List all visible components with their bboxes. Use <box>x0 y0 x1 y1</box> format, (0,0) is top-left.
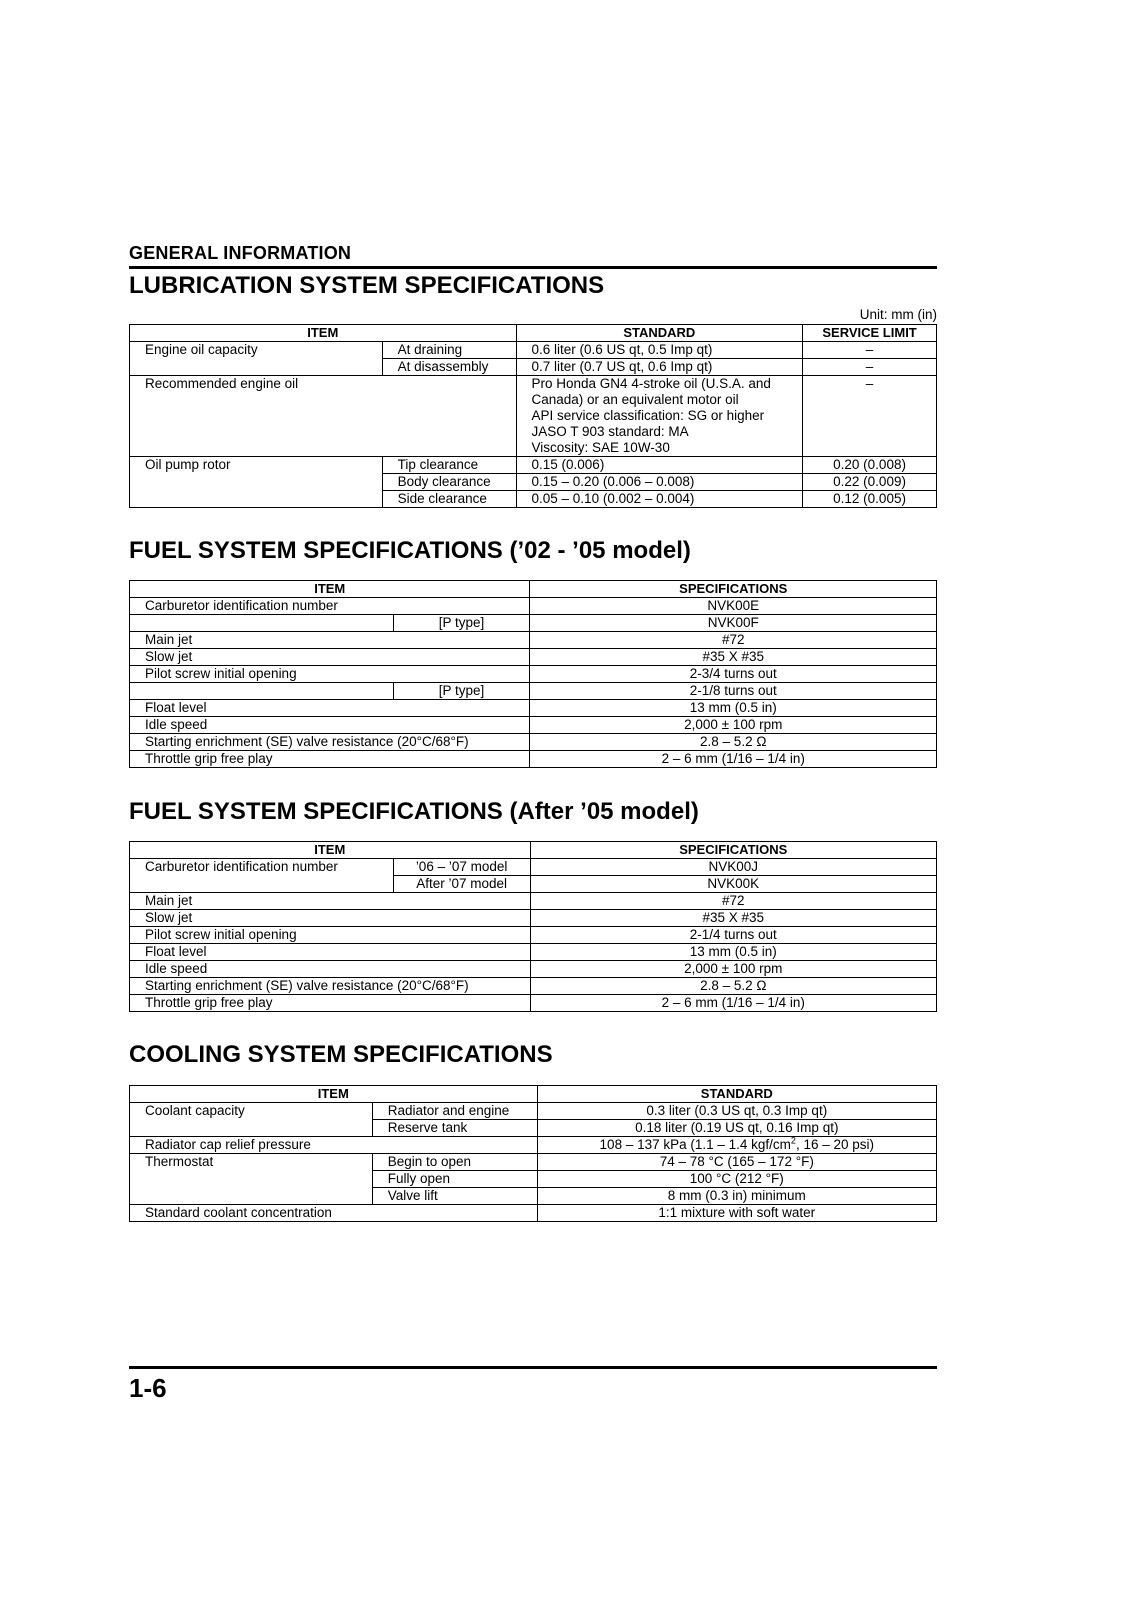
table-row <box>130 649 937 666</box>
col-service-limit: SERVICE LIMIT <box>803 325 937 342</box>
standard-line: JASO T 903 standard: MA <box>531 424 689 439</box>
item-cell: Float level <box>130 944 531 961</box>
standard-cell: 0.6 liter (0.6 US qt, 0.5 Imp qt) <box>516 342 803 359</box>
item-cell: Slow jet <box>130 649 530 666</box>
table-row <box>130 1103 937 1120</box>
item-cell: Carburetor identification number <box>130 859 394 893</box>
standard-cell <box>516 376 803 457</box>
standard-cell: 0.15 (0.006) <box>516 457 803 474</box>
standard-cell: 0.3 liter (0.3 US qt, 0.3 Imp qt) <box>537 1103 936 1120</box>
item-cell: Engine oil capacity <box>130 342 383 376</box>
col-item: ITEM <box>130 581 530 598</box>
item-cell: Standard coolant concentration <box>130 1205 538 1222</box>
fuel1-table <box>129 580 937 768</box>
item-cell: Coolant capacity <box>130 1103 373 1137</box>
col-item: ITEM <box>130 1086 538 1103</box>
limit-cell: 0.22 (0.009) <box>803 474 937 491</box>
unit-note: Unit: mm (in) <box>859 307 937 322</box>
table-row <box>130 615 937 632</box>
limit-cell: – <box>803 359 937 376</box>
table-row <box>130 632 937 649</box>
spec-cell: #35 X #35 <box>530 649 937 666</box>
standard-cell: 8 mm (0.3 in) minimum <box>537 1188 936 1205</box>
subitem-cell: [P type] <box>393 683 530 700</box>
col-item: ITEM <box>130 325 517 342</box>
table-row <box>130 683 937 700</box>
standard-cell: 0.18 liter (0.19 US qt, 0.16 Imp qt) <box>537 1120 936 1137</box>
subitem-cell: Body clearance <box>382 474 516 491</box>
subitem-cell: At disassembly <box>382 359 516 376</box>
subitem-cell: At draining <box>382 342 516 359</box>
limit-cell: – <box>803 376 937 457</box>
subitem-cell: Valve lift <box>372 1188 537 1205</box>
spec-cell: 13 mm (0.5 in) <box>530 700 937 717</box>
table-row <box>130 893 937 910</box>
standard-cell: 1:1 mixture with soft water <box>537 1205 936 1222</box>
subitem-cell: Begin to open <box>372 1154 537 1171</box>
lubrication-title: LUBRICATION SYSTEM SPECIFICATIONS <box>129 272 605 299</box>
cap-value-superscript: 2 <box>790 1135 796 1146</box>
table-row <box>130 910 937 927</box>
item-cell: Pilot screw initial opening <box>130 666 530 683</box>
spec-cell: 13 mm (0.5 in) <box>530 944 936 961</box>
table-row <box>130 598 937 615</box>
subitem-cell: ’06 – ’07 model <box>393 859 530 876</box>
fuel1-title: FUEL SYSTEM SPECIFICATIONS (’02 - ’05 model) <box>129 537 691 564</box>
cap-value-a: 108 – 137 kPa (1.1 – 1.4 kgf/cm <box>599 1137 791 1152</box>
standard-line: Pro Honda GN4 4-stroke oil (U.S.A. and <box>531 376 771 391</box>
item-cell: Pilot screw initial opening <box>130 927 531 944</box>
fuel2-title: FUEL SYSTEM SPECIFICATIONS (After ’05 model) <box>129 798 699 825</box>
table-row <box>130 1205 937 1222</box>
table-row <box>130 961 937 978</box>
table-row <box>130 717 937 734</box>
spec-cell: 2-1/8 turns out <box>530 683 937 700</box>
standard-line: API service classification: SG or higher <box>531 408 765 423</box>
table-row <box>130 751 937 768</box>
subitem-cell: Fully open <box>372 1171 537 1188</box>
spec-cell: #35 X #35 <box>530 910 936 927</box>
standard-cell: 0.7 liter (0.7 US qt, 0.6 Imp qt) <box>516 359 803 376</box>
col-item: ITEM <box>130 842 531 859</box>
spec-cell: #72 <box>530 893 936 910</box>
footer-rule <box>129 1366 937 1369</box>
blank-cell <box>130 683 394 700</box>
spec-cell: #72 <box>530 632 937 649</box>
spec-cell: 2 – 6 mm (1/16 – 1/4 in) <box>530 995 936 1012</box>
subitem-cell: Radiator and engine <box>372 1103 537 1120</box>
lubrication-table <box>129 324 937 508</box>
cooling-title: COOLING SYSTEM SPECIFICATIONS <box>129 1041 553 1068</box>
item-cell: Starting enrichment (SE) valve resistance (20°C/68°F) <box>130 978 531 995</box>
item-cell: Thermostat <box>130 1154 373 1205</box>
standard-cell: 100 °C (212 °F) <box>537 1171 936 1188</box>
table-header-row <box>130 581 937 598</box>
table-row <box>130 1137 937 1154</box>
standard-line: Viscosity: SAE 10W-30 <box>531 440 670 455</box>
item-cell: Slow jet <box>130 910 531 927</box>
col-specifications: SPECIFICATIONS <box>530 842 936 859</box>
subitem-cell: Reserve tank <box>372 1120 537 1137</box>
table-header-row <box>130 842 937 859</box>
spec-cell: NVK00K <box>530 876 936 893</box>
spec-cell: 2.8 – 5.2 Ω <box>530 978 936 995</box>
table-row <box>130 700 937 717</box>
table-row <box>130 859 937 876</box>
table-row <box>130 342 937 359</box>
subitem-cell: Side clearance <box>382 491 516 508</box>
spec-cell: NVK00E <box>530 598 937 615</box>
spec-cell: 2-3/4 turns out <box>530 666 937 683</box>
cooling-table <box>129 1085 937 1222</box>
standard-cell <box>537 1137 936 1154</box>
table-row <box>130 734 937 751</box>
item-cell: Idle speed <box>130 961 531 978</box>
item-cell: Starting enrichment (SE) valve resistance (20°C/68°F) <box>130 734 530 751</box>
blank-cell <box>130 615 394 632</box>
section-label: GENERAL INFORMATION <box>129 243 352 263</box>
table-row <box>130 927 937 944</box>
spec-cell: 2.8 – 5.2 Ω <box>530 734 937 751</box>
spec-cell: NVK00J <box>530 859 936 876</box>
limit-cell: 0.12 (0.005) <box>803 491 937 508</box>
standard-line: Canada) or an equivalent motor oil <box>531 392 739 407</box>
col-specifications: SPECIFICATIONS <box>530 581 937 598</box>
spec-cell: NVK00F <box>530 615 937 632</box>
standard-cell: 0.05 – 0.10 (0.002 – 0.004) <box>516 491 803 508</box>
subitem-cell: [P type] <box>393 615 530 632</box>
table-row <box>130 1154 937 1171</box>
table-row <box>130 995 937 1012</box>
table-row <box>130 944 937 961</box>
table-header-row <box>130 1086 937 1103</box>
limit-cell: 0.20 (0.008) <box>803 457 937 474</box>
standard-cell: 74 – 78 °C (165 – 172 °F) <box>537 1154 936 1171</box>
col-standard: STANDARD <box>537 1086 936 1103</box>
cap-value-b: , 16 – 20 psi) <box>795 1137 874 1152</box>
table-header-row <box>130 325 937 342</box>
spec-cell: 2 – 6 mm (1/16 – 1/4 in) <box>530 751 937 768</box>
page-number: 1-6 <box>129 1373 167 1403</box>
subitem-cell: Tip clearance <box>382 457 516 474</box>
table-row <box>130 666 937 683</box>
item-cell: Float level <box>130 700 530 717</box>
limit-cell: – <box>803 342 937 359</box>
item-cell: Throttle grip free play <box>130 995 531 1012</box>
col-standard: STANDARD <box>516 325 803 342</box>
item-cell: Throttle grip free play <box>130 751 530 768</box>
header-rule <box>129 266 937 269</box>
item-cell: Recommended engine oil <box>130 376 517 457</box>
table-row <box>130 457 937 474</box>
item-cell: Main jet <box>130 893 531 910</box>
fuel2-table <box>129 841 937 1012</box>
item-cell: Idle speed <box>130 717 530 734</box>
spec-cell: 2,000 ± 100 rpm <box>530 717 937 734</box>
item-cell: Carburetor identification number <box>130 598 530 615</box>
table-row <box>130 978 937 995</box>
table-row <box>130 376 937 457</box>
standard-cell: 0.15 – 0.20 (0.006 – 0.008) <box>516 474 803 491</box>
subitem-cell: After ’07 model <box>393 876 530 893</box>
item-cell: Oil pump rotor <box>130 457 383 508</box>
spec-cell: 2,000 ± 100 rpm <box>530 961 936 978</box>
item-cell: Radiator cap relief pressure <box>130 1137 538 1154</box>
spec-cell: 2-1/4 turns out <box>530 927 936 944</box>
item-cell: Main jet <box>130 632 530 649</box>
